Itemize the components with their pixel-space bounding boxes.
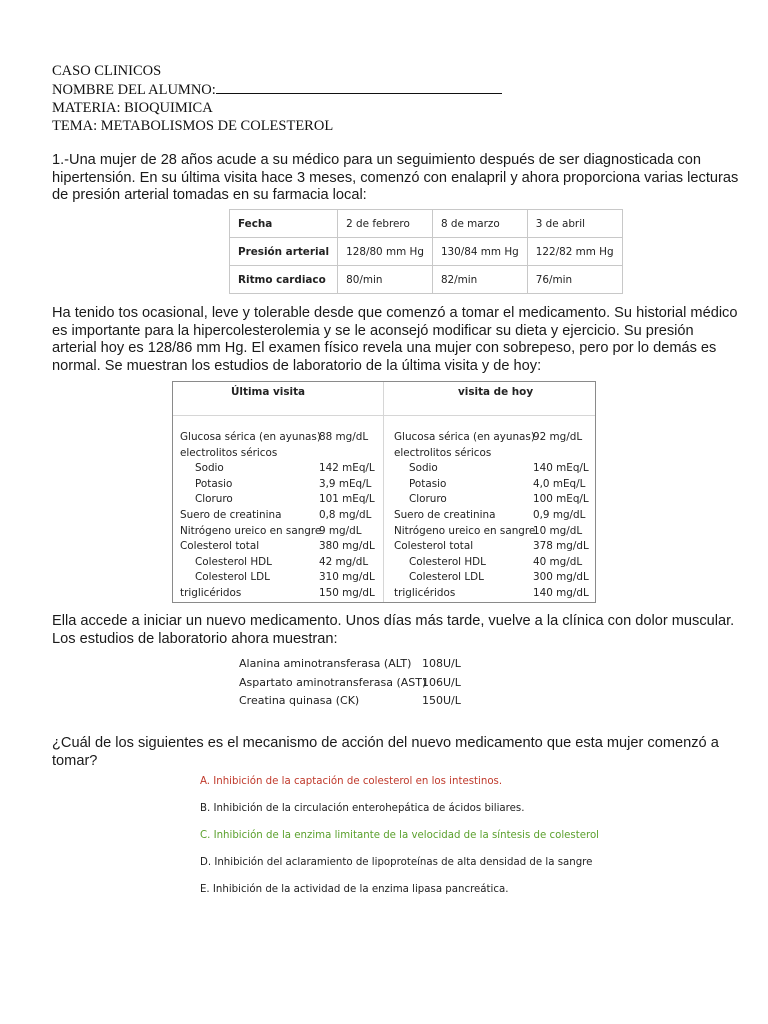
lab-value: 310 mg/dL: [319, 571, 375, 584]
lab-row: [180, 477, 380, 493]
case-intro: 1.-Una mujer de 28 años acude a su médico para un seguimiento después de ser diagnosticada con hipertensión. En su última visita hace 3 meses, comenzó con enalapril y ahora proporciona varias lecturas de presión arterial tomadas en su farmacia local:: [52, 152, 739, 203]
enzyme-labs: [239, 655, 479, 711]
answer-options: [200, 772, 599, 907]
enzyme-name: Alanina aminotransferasa (ALT): [239, 657, 412, 670]
lab-name: Colesterol HDL: [195, 555, 272, 568]
lab-row: [394, 586, 594, 602]
vitals-cell: 122/82 mm Hg: [527, 238, 622, 266]
enzyme-value: 108U/L: [422, 657, 461, 670]
lab-row: [394, 539, 594, 555]
subject-line: MATERIA: BIOQUIMICA: [52, 100, 213, 116]
option-e[interactable]: E. Inhibición de la actividad de la enzima lipasa pancreática.: [200, 884, 509, 895]
lab-name: Suero de creatinina: [394, 508, 496, 521]
lab-row: [394, 508, 594, 524]
lab-name: Suero de creatinina: [180, 508, 282, 521]
vitals-header-cell: 8 de marzo: [432, 210, 527, 238]
vitals-header-row: [230, 210, 623, 238]
option-c[interactable]: C. Inhibición de la enzima limitante de la velocidad de la síntesis de colesterol: [200, 830, 600, 841]
vitals-row: [230, 266, 623, 294]
lab-row: [180, 524, 380, 540]
topic-line: TEMA: METABOLISMOS DE COLESTEROL: [52, 118, 334, 134]
lab-name: triglicéridos: [180, 586, 242, 599]
labs-header-rule: [173, 415, 595, 416]
lab-row: [180, 539, 380, 555]
name-blank: [216, 80, 502, 94]
vitals-cell: 76/min: [527, 266, 622, 294]
vitals-table: [229, 209, 623, 294]
enzyme-value: 150U/L: [422, 694, 461, 707]
lab-name: Potasio: [195, 477, 233, 490]
lab-name: Colesterol total: [180, 540, 260, 553]
lab-value: 380 mg/dL: [319, 540, 375, 553]
lab-row: [180, 570, 380, 586]
vitals-cell: 130/84 mm Hg: [432, 238, 527, 266]
lab-value: 3,9 mEq/L: [319, 477, 372, 490]
enzyme-row: [239, 692, 479, 711]
question-text: ¿Cuál de los siguientes es el mecanismo de acción del nuevo medicamento que esta mujer comenzó a tomar?: [52, 735, 719, 769]
lab-value: 42 mg/dL: [319, 555, 369, 568]
lab-value: 101 mEq/L: [319, 493, 375, 506]
lab-row: [180, 508, 380, 524]
lab-name: Colesterol HDL: [409, 555, 486, 568]
lab-name: electrolitos séricos: [180, 446, 278, 459]
lab-value: 142 mEq/L: [319, 462, 375, 475]
enzyme-name: Creatina quinasa (CK): [239, 694, 360, 707]
lab-name: Cloruro: [409, 493, 447, 506]
enzyme-value: 106U/L: [422, 675, 461, 689]
lab-value: 88 mg/dL: [319, 431, 369, 443]
lab-value: 0,8 mg/dL: [319, 508, 372, 521]
lab-row: [394, 555, 594, 571]
lab-name: Colesterol total: [394, 540, 474, 553]
lab-value: 300 mg/dL: [533, 571, 589, 584]
document-header: [52, 62, 502, 135]
labs-last-column: [180, 430, 380, 602]
lab-name: Colesterol LDL: [195, 571, 270, 584]
lab-value: 100 mEq/L: [533, 493, 589, 506]
option-b[interactable]: B. Inhibición de la circulación enterohepática de ácidos biliares.: [200, 803, 525, 814]
vitals-header-cell: 2 de febrero: [338, 210, 433, 238]
lab-name: Cloruro: [195, 493, 233, 506]
option-d[interactable]: D. Inhibición del aclaramiento de lipoproteínas de alta densidad de la sangre: [200, 857, 593, 868]
lab-value: 40 mg/dL: [533, 555, 583, 568]
lab-name: Colesterol LDL: [409, 571, 484, 584]
lab-value: 0,9 mg/dL: [533, 508, 586, 521]
case-history: Ha tenido tos ocasional, leve y tolerable desde que comenzó a tomar el medicamento. Su historial médico es importante para la hipercolesterolemia y se le aconsejó modificar su dieta y ejercicio. Su presión arterial hoy es 128/86 mm Hg. El examen físico revela una mujer con sobrepeso, pero por lo demás es normal. Se muestran los estudios de laboratorio de la última visita y de hoy:: [52, 305, 738, 374]
lab-row: [180, 430, 380, 446]
lab-row: [180, 586, 380, 602]
labs-last-visit-heading: Última visita: [231, 386, 306, 398]
labs-today-column: [394, 430, 594, 602]
lab-name: Nitrógeno ureico en sangre: [394, 524, 536, 537]
vitals-row: [230, 238, 623, 266]
lab-value: 10 mg/dL: [533, 524, 583, 537]
labs-today-heading: visita de hoy: [458, 386, 534, 398]
vitals-cell: 80/min: [338, 266, 433, 294]
student-name-line: [52, 80, 502, 99]
enzyme-row: [239, 655, 479, 674]
vitals-cell: Presión arterial: [230, 238, 338, 266]
enzyme-name: Aspartato aminotransferasa (AST): [239, 675, 427, 689]
lab-row: [394, 430, 594, 446]
lab-name: Glucosa sérica (en ayunas): [394, 431, 535, 443]
lab-row: [180, 555, 380, 571]
lab-row: [394, 477, 594, 493]
lab-name: Sodio: [409, 462, 438, 475]
lab-row: [180, 461, 380, 477]
lab-row: [394, 492, 594, 508]
lab-value: 9 mg/dL: [319, 524, 362, 537]
lab-row: [180, 492, 380, 508]
lab-value: 140 mg/dL: [533, 586, 589, 599]
option-a[interactable]: A. Inhibición de la captación de colesterol en los intestinos.: [200, 776, 503, 787]
enzyme-row: [239, 674, 479, 693]
lab-name: electrolitos séricos: [394, 446, 492, 459]
lab-name: Potasio: [409, 477, 447, 490]
student-name-label: NOMBRE DEL ALUMNO:: [52, 82, 216, 98]
doc-title: CASO CLINICOS: [52, 63, 162, 79]
lab-row: [394, 446, 594, 462]
new-medication-text: Ella accede a iniciar un nuevo medicamento. Unos días más tarde, vuelve a la clínica con dolor muscular. Los estudios de laboratorio ahora muestran:: [52, 613, 735, 647]
lab-name: Nitrógeno ureico en sangre: [180, 524, 322, 537]
lab-value: 150 mg/dL: [319, 586, 375, 599]
vitals-cell: Ritmo cardiaco: [230, 266, 338, 294]
lab-name: Sodio: [195, 462, 224, 475]
lab-value: 378 mg/dL: [533, 540, 589, 553]
lab-value: 92 mg/dL: [533, 431, 583, 443]
lab-value: 140 mEq/L: [533, 462, 589, 475]
vitals-header-cell: Fecha: [230, 210, 338, 238]
vitals-header-cell: 3 de abril: [527, 210, 622, 238]
lab-row: [394, 461, 594, 477]
vitals-cell: 128/80 mm Hg: [338, 238, 433, 266]
lab-row: [394, 524, 594, 540]
labs-table: [172, 381, 596, 603]
lab-name: Glucosa sérica (en ayunas): [180, 431, 321, 443]
vitals-cell: 82/min: [432, 266, 527, 294]
lab-name: triglicéridos: [394, 586, 456, 599]
lab-row: [180, 446, 380, 462]
lab-value: 4,0 mEq/L: [533, 477, 586, 490]
lab-row: [394, 570, 594, 586]
